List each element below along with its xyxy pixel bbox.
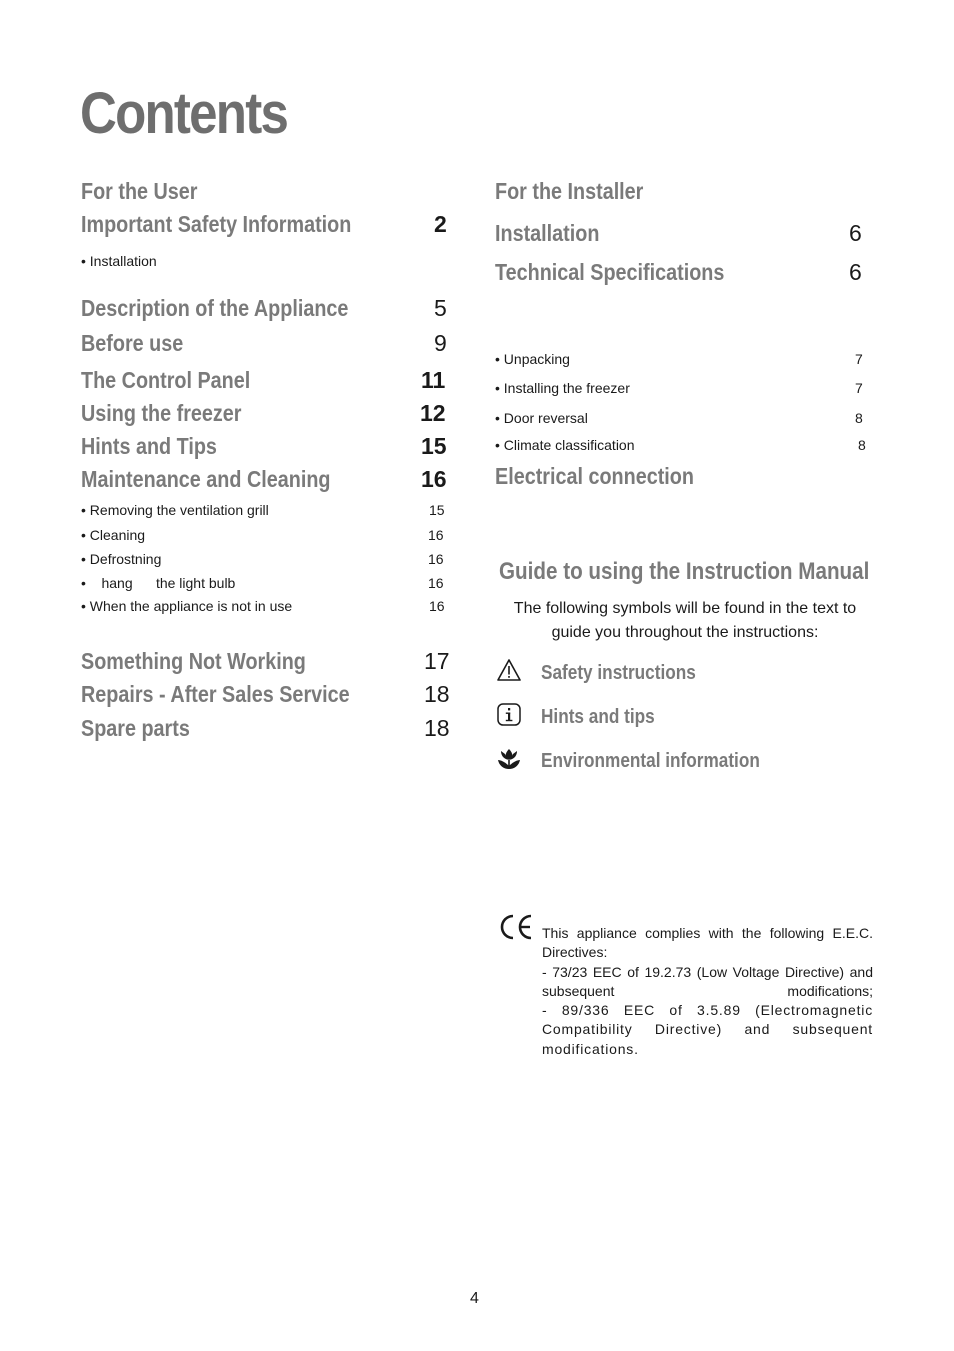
toc-entry-page: 5 <box>434 295 447 321</box>
toc-subentry-page: 8 <box>858 437 866 453</box>
toc-entry-page: 18 <box>424 715 450 741</box>
toc-subentry-page: 7 <box>855 380 863 396</box>
toc-entry-page: 15 <box>421 433 447 459</box>
symbol-label: Environmental information <box>541 750 760 772</box>
toc-entry-label: Spare parts <box>81 715 190 741</box>
toc-subentry-page: 16 <box>428 575 444 591</box>
toc-entry-page: 6 <box>849 220 862 246</box>
toc-entry-page: 16 <box>421 466 447 492</box>
toc-entry-label: Description of the Appliance <box>81 295 349 321</box>
toc-subentry-label: • Unpacking <box>495 351 570 367</box>
toc-entry-label: The Control Panel <box>81 367 251 393</box>
toc-subentry-label: • Door reversal <box>495 410 588 426</box>
toc-entry-label: Using the freezer <box>81 400 242 426</box>
toc-subentry-label: • Removing the ventilation grill <box>81 502 269 518</box>
toc-entry-label: Installation <box>495 220 600 246</box>
page-title: Contents <box>80 81 288 146</box>
toc-entry-page: 18 <box>424 681 450 707</box>
toc-entry-label: Hints and Tips <box>81 433 217 459</box>
compliance-line: This appliance complies with the following E.E.C. Directives: <box>542 925 873 961</box>
toc-subentry-label: • Climate classification <box>495 437 635 453</box>
toc-subentry-page: 16 <box>429 598 445 614</box>
installer-section-heading: For the Installer <box>495 178 644 204</box>
toc-entry-page: 11 <box>421 367 446 393</box>
user-section-heading: For the User <box>81 178 198 204</box>
symbol-label: Safety instructions <box>541 662 696 684</box>
toc-entry-page: 6 <box>849 259 862 285</box>
toc-subentry-label: • When the appliance is not in use <box>81 598 293 614</box>
toc-entry-label: Technical Specifications <box>495 259 725 285</box>
toc-entry-page: 2 <box>434 211 447 237</box>
flower-icon <box>496 746 522 772</box>
compliance-line: - 73/23 EEC of 19.2.73 (Low Voltage Directive) and subsequent modifications; <box>542 963 873 999</box>
toc-entry-electrical-connection[interactable]: Electrical connection <box>495 463 694 489</box>
toc-entry-page: 17 <box>424 648 450 674</box>
toc-subentry-label: • Cleaning <box>81 527 146 543</box>
toc-subentry-page: 8 <box>855 410 863 426</box>
warning-triangle-icon <box>496 657 522 683</box>
toc-entry-page: 12 <box>420 400 446 426</box>
toc-subentry-page: 7 <box>855 351 863 367</box>
info-icon <box>496 702 522 728</box>
toc-entry-page: 9 <box>434 330 447 356</box>
toc-subentry-label: • Defrostning <box>81 551 162 567</box>
compliance-text <box>542 924 873 1059</box>
toc-subentry-label: • Installing the freezer <box>495 380 630 396</box>
toc-subentry-installation: • Installation <box>81 253 157 269</box>
toc-subentry-page: 16 <box>428 551 444 567</box>
compliance-line: - 89/336 EEC of 3.5.89 (Electromagnetic Compatibility Directive) and subsequent modifications. <box>542 1002 873 1057</box>
toc-entry-label: Before use <box>81 330 184 356</box>
page-number: 4 <box>470 1290 479 1307</box>
toc-entry-label: Important Safety Information <box>81 211 352 237</box>
guide-title: Guide to using the Instruction Manual <box>499 558 870 585</box>
ce-mark-icon <box>497 912 535 942</box>
toc-subentry-page: 16 <box>428 527 444 543</box>
toc-entry-label: Something Not Working <box>81 648 306 674</box>
toc-subentry-label: • hang the light bulb <box>81 575 236 591</box>
symbol-label: Hints and tips <box>541 706 655 728</box>
toc-entry-label: Repairs - After Sales Service <box>81 681 350 707</box>
toc-subentry-page: 15 <box>429 502 445 518</box>
guide-intro: The following symbols will be found in the text to guide you throughout the instructions: <box>513 600 857 641</box>
toc-entry-label: Maintenance and Cleaning <box>81 466 331 492</box>
